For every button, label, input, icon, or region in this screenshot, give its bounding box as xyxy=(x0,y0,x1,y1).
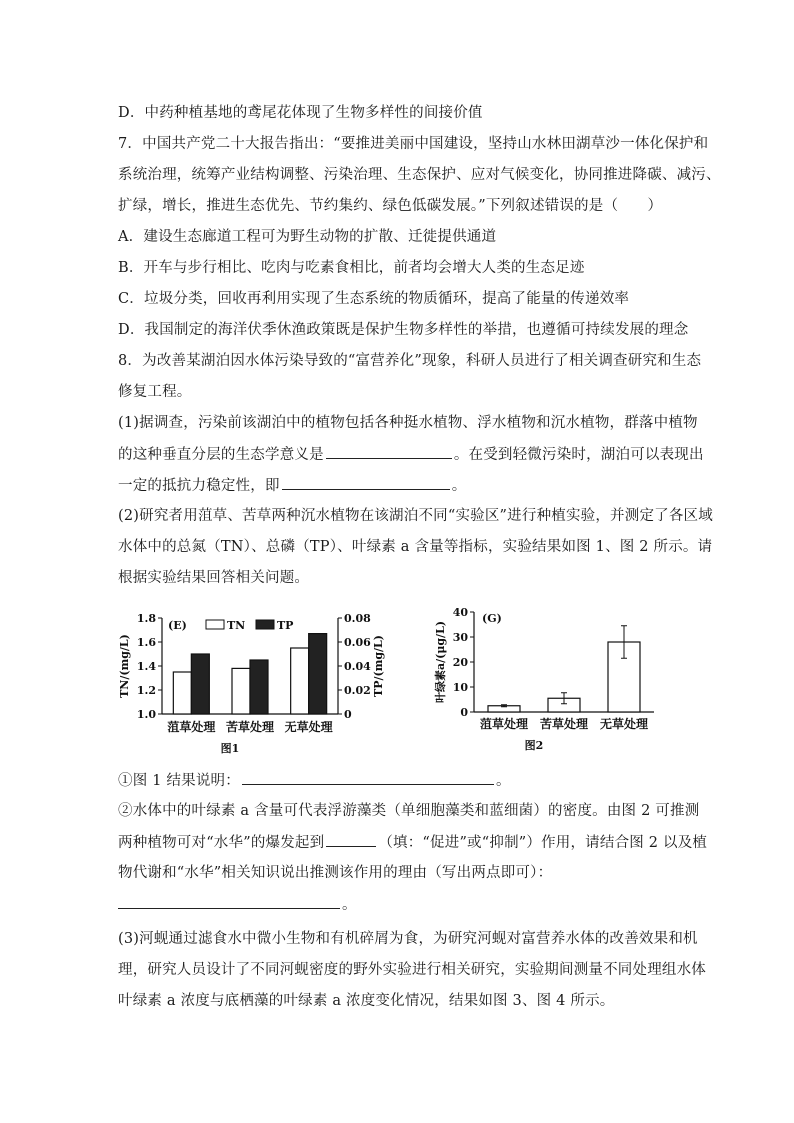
y-tick-label: 20 xyxy=(452,656,468,669)
q8-part3-line3: 叶绿素 a 浓度与底栖藻的叶绿素 a 浓度变化情况，结果如图 3、图 4 所示。 xyxy=(118,993,615,1009)
bar-tp xyxy=(250,660,268,714)
q8-part2-sub2-line2 xyxy=(118,832,707,853)
q8-part1-text-b: 。在受到轻微污染时，湖泊可以表现出 xyxy=(453,447,704,463)
bar-tn xyxy=(173,672,191,714)
option-c-q7: C．垃圾分类，回收再利用实现了生态系统的物质循环，提高了能量的传递效率 xyxy=(118,291,630,307)
q8-part1: (1)据调查，污染前该湖泊中的植物包括各种挺水植物、浮水植物和沉水植物，群落中植物 xyxy=(118,415,698,431)
q8-part3-line2: 理，研究人员设计了不同河蚬密度的野外实验进行相关研究，实验期间测量不同处理组水体 xyxy=(118,962,706,978)
q8-part2-sub2-line4 xyxy=(118,894,357,915)
option-a-q7: A．建设生态廊道工程可为野生动物的扩散、迁徙提供通道 xyxy=(118,229,497,245)
category-label: 无草处理 xyxy=(284,720,333,734)
answer-blank-4[interactable] xyxy=(326,832,376,847)
category-label: 菹草处理 xyxy=(167,720,216,734)
answer-blank-1[interactable] xyxy=(326,444,452,459)
q8-part2-line3: 根据实验结果回答相关问题。 xyxy=(118,570,310,586)
figure-2 xyxy=(430,600,670,760)
question-7-stem: 7．中国共产党二十大报告指出：“要推进美丽中国建设，坚持山水林田湖草沙一体化保护和 xyxy=(118,136,709,152)
y-tick-label: 1.4 xyxy=(136,660,156,673)
y-tick-label: 1.8 xyxy=(136,612,156,625)
answer-blank-2[interactable] xyxy=(282,475,450,490)
figure-caption: 图2 xyxy=(524,739,544,752)
question-8-stem-line2: 修复工程。 xyxy=(118,384,192,400)
figure-2-chart xyxy=(430,600,670,760)
q8-part1-line3 xyxy=(118,475,466,496)
y-tick-label: 1.0 xyxy=(136,708,156,721)
q8-sub2-text-b: （填：“促进”或“抑制”）作用，请结合图 2 以及植 xyxy=(378,835,708,851)
y2-axis-title: TP/(mg/L) xyxy=(372,635,385,697)
question-8-stem: 8．为改善某湖泊因水体污染导致的“富营养化”现象，科研人员进行了相关调查研究和生态 xyxy=(118,353,702,369)
question-7-stem-line3: 扩绿，增长，推进生态优先、节约集约、绿色低碳发展。”下列叙述错误的是（ ） xyxy=(118,198,663,214)
question-7-stem-line2: 系统治理，统筹产业结构调整、污染治理、生态保护、应对气候变化，协同推进降碳、减污、 xyxy=(118,167,721,183)
y-tick-label: 1.2 xyxy=(136,684,156,697)
q8-part1-text-d: 。 xyxy=(451,478,467,494)
y-tick-label: 40 xyxy=(452,606,468,619)
option-d-q6: D．中药种植基地的鸢尾花体现了生物多样性的间接价值 xyxy=(118,105,483,121)
figure-1 xyxy=(110,600,400,760)
figure-1-chart xyxy=(110,600,400,760)
bar-tp xyxy=(309,634,327,714)
y2-tick-label: 0.02 xyxy=(344,684,371,697)
category-label: 菹草处理 xyxy=(479,717,529,731)
y-axis-title: TN/(mg/L) xyxy=(118,634,131,698)
q8-part3: (3)河蚬通过滤食水中微小生物和有机碎屑为食，为研究河蚬对富营养水体的改善效果和机 xyxy=(118,931,698,947)
q8-part2-sub2-line3: 物代谢和“水华”相关知识说出推测该作用的理由（写出两点即可）： xyxy=(118,865,553,881)
y-tick-label: 30 xyxy=(452,631,468,644)
legend-label-tn: TN xyxy=(227,619,246,632)
q8-part2-line2: 水体中的总氮（TN）、总磷（TP）、叶绿素 a 含量等指标，实验结果如图 1、图 2 所示。请 xyxy=(118,539,713,555)
y2-tick-label: 0.04 xyxy=(344,660,371,673)
q8-part2: (2)研究者用菹草、苦草两种沉水植物在该湖泊不同“实验区”进行种植实验，并测定了各区域 xyxy=(118,508,713,524)
bar-tn xyxy=(291,648,309,714)
q8-part1-text-c: 一定的抵抗力稳定性，即 xyxy=(118,478,280,494)
q8-sub2-text-c: 。 xyxy=(342,897,357,913)
q8-sub1-text-a: ①图 1 结果说明： xyxy=(118,773,240,789)
q8-sub2-text-a: 两种植物可对“水华”的爆发起到 xyxy=(118,835,325,851)
category-label: 苦草处理 xyxy=(225,720,275,734)
q8-sub1-text-b: 。 xyxy=(495,773,511,789)
category-label: 无草处理 xyxy=(599,717,649,731)
legend-swatch-tn xyxy=(206,620,224,629)
panel-label: (E) xyxy=(168,619,187,632)
legend-label-tp: TP xyxy=(277,619,294,632)
y-tick-label: 1.6 xyxy=(136,636,156,649)
y-axis-title: 叶绿素a/(μg/L) xyxy=(434,620,447,704)
legend-swatch-tp xyxy=(256,620,274,629)
y2-tick-label: 0.08 xyxy=(344,612,371,625)
panel-label: (G) xyxy=(482,612,502,625)
y-tick-label: 0 xyxy=(460,706,468,719)
option-d-q7: D．我国制定的海洋伏季休渔政策既是保护生物多样性的举措，也遵循可持续发展的理念 xyxy=(118,322,689,338)
q8-part2-sub2: ②水体中的叶绿素 a 含量可代表浮游藻类（单细胞藻类和蓝细菌）的密度。由图 2 可推测 xyxy=(118,803,700,819)
q8-part1-line2 xyxy=(118,444,704,465)
bar-tn xyxy=(232,668,250,714)
y-tick-label: 10 xyxy=(452,681,468,694)
figure-caption: 图1 xyxy=(220,742,240,755)
category-label: 苦草处理 xyxy=(539,717,589,731)
q8-part1-text-a: 的这种垂直分层的生态学意义是 xyxy=(118,447,324,463)
answer-blank-5[interactable] xyxy=(118,894,340,909)
y2-tick-label: 0 xyxy=(344,708,352,721)
bar-tp xyxy=(191,654,209,714)
y2-tick-label: 0.06 xyxy=(344,636,371,649)
q8-part2-sub1 xyxy=(118,770,511,791)
option-b-q7: B．开车与步行相比、吃肉与吃素食相比，前者均会增大人类的生态足迹 xyxy=(118,260,585,276)
answer-blank-3[interactable] xyxy=(242,770,494,785)
